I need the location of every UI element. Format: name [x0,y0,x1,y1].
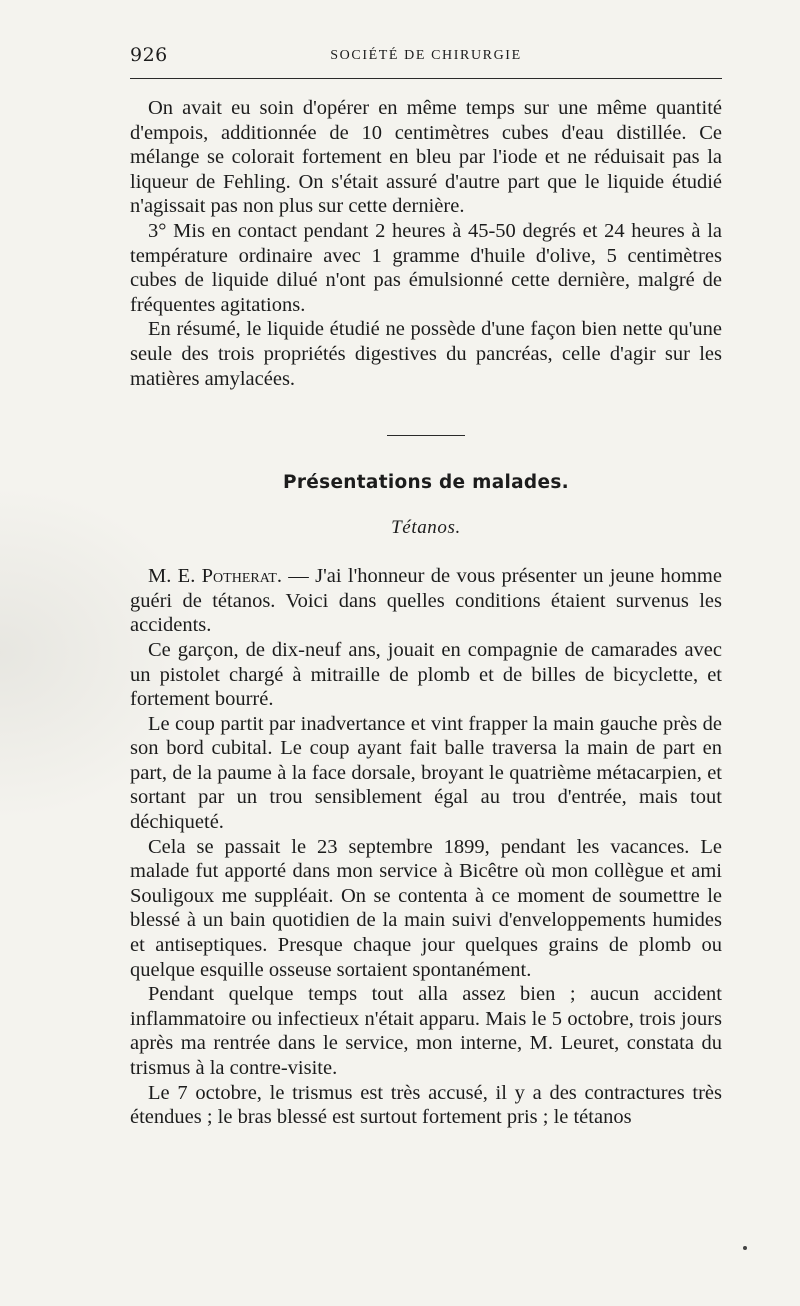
paragraph: Pendant quelque temps tout alla assez bien ; aucun accident inflammatoire ou infectieux n'était apparu. Mais le 5 octobre, trois jours après ma rentrée dans le service, mon interne, M. Leuret, constata du trismus à la contre-visite. [130,983,722,1079]
section-separator [387,435,465,436]
ink-speck [743,1246,747,1250]
paragraph [130,564,722,638]
running-head: SOCIÉTÉ DE CHIRURGIE [330,48,522,63]
header-rule [130,78,722,79]
paragraph: Le coup partit par inadvertance et vint frapper la main gauche près de son bord cubital. Le coup ayant fait balle traversa la main de part en part, de la paume à la face dorsale, broyant le quatrième métacarpien, et sortant par un trou sensiblement égal au trou d'entrée, mais tout déchiqueté. [130,712,722,834]
paragraph: Le 7 octobre, le trismus est très accusé, il y a des contractures très étendues ; le bras blessé est surtout fortement pris ; le tétanos [130,1081,722,1129]
section-subheading: Tétanos. [391,517,461,539]
section-heading: Présentations de malades. [283,472,569,494]
page-number: 926 [130,44,168,66]
paragraph-text: — J'ai l'honneur de vous présenter un jeune homme guéri de tétanos. Voici dans quelles conditions étaient survenus les accidents. [130,565,722,637]
paragraph: Ce garçon, de dix-neuf ans, jouait en compagnie de camarades avec un pistolet chargé à mitraille de plomb et de billes de bicyclette, et fortement bourré. [130,638,722,711]
paragraph: On avait eu soin d'opérer en même temps sur une même quantité d'empois, additionnée de 10 centimètres cubes d'eau distillée. Ce mélange se colorait fortement en bleu par l'iode et ne réduisait pas la liqueur de Fehling. On s'était assuré d'autre part que le liquide étudié n'agissait pas non plus sur cette dernière. [130,97,722,218]
body-text [130,96,722,1130]
paragraph: En résumé, le liquide étudié ne possède d'une façon bien nette qu'une seule des trois propriétés digestives du pancréas, celle d'agir sur les matières amylacées. [130,318,722,390]
speaker-name: M. E. Potherat. [148,565,282,588]
page-header [130,44,722,74]
paragraph: Cela se passait le 23 septembre 1899, pendant les vacances. Le malade fut apporté dans mon service à Bicêtre où mon collègue et ami Souligoux me suppléait. On se contenta à ce moment de soumettre le blessé à un bain quotidien de la main suivi d'enveloppements humides et antiseptiques. Presque chaque jour quelques grains de plomb ou quelque esquille osseuse sortaient spontanément. [130,835,722,981]
paragraph: 3° Mis en contact pendant 2 heures à 45-50 degrés et 24 heures à la température ordinaire avec 1 gramme d'huile d'olive, 5 centimètres cubes de liquide dilué n'ont pas émulsionné cette dernière, malgré de fréquentes agitations. [130,219,722,316]
